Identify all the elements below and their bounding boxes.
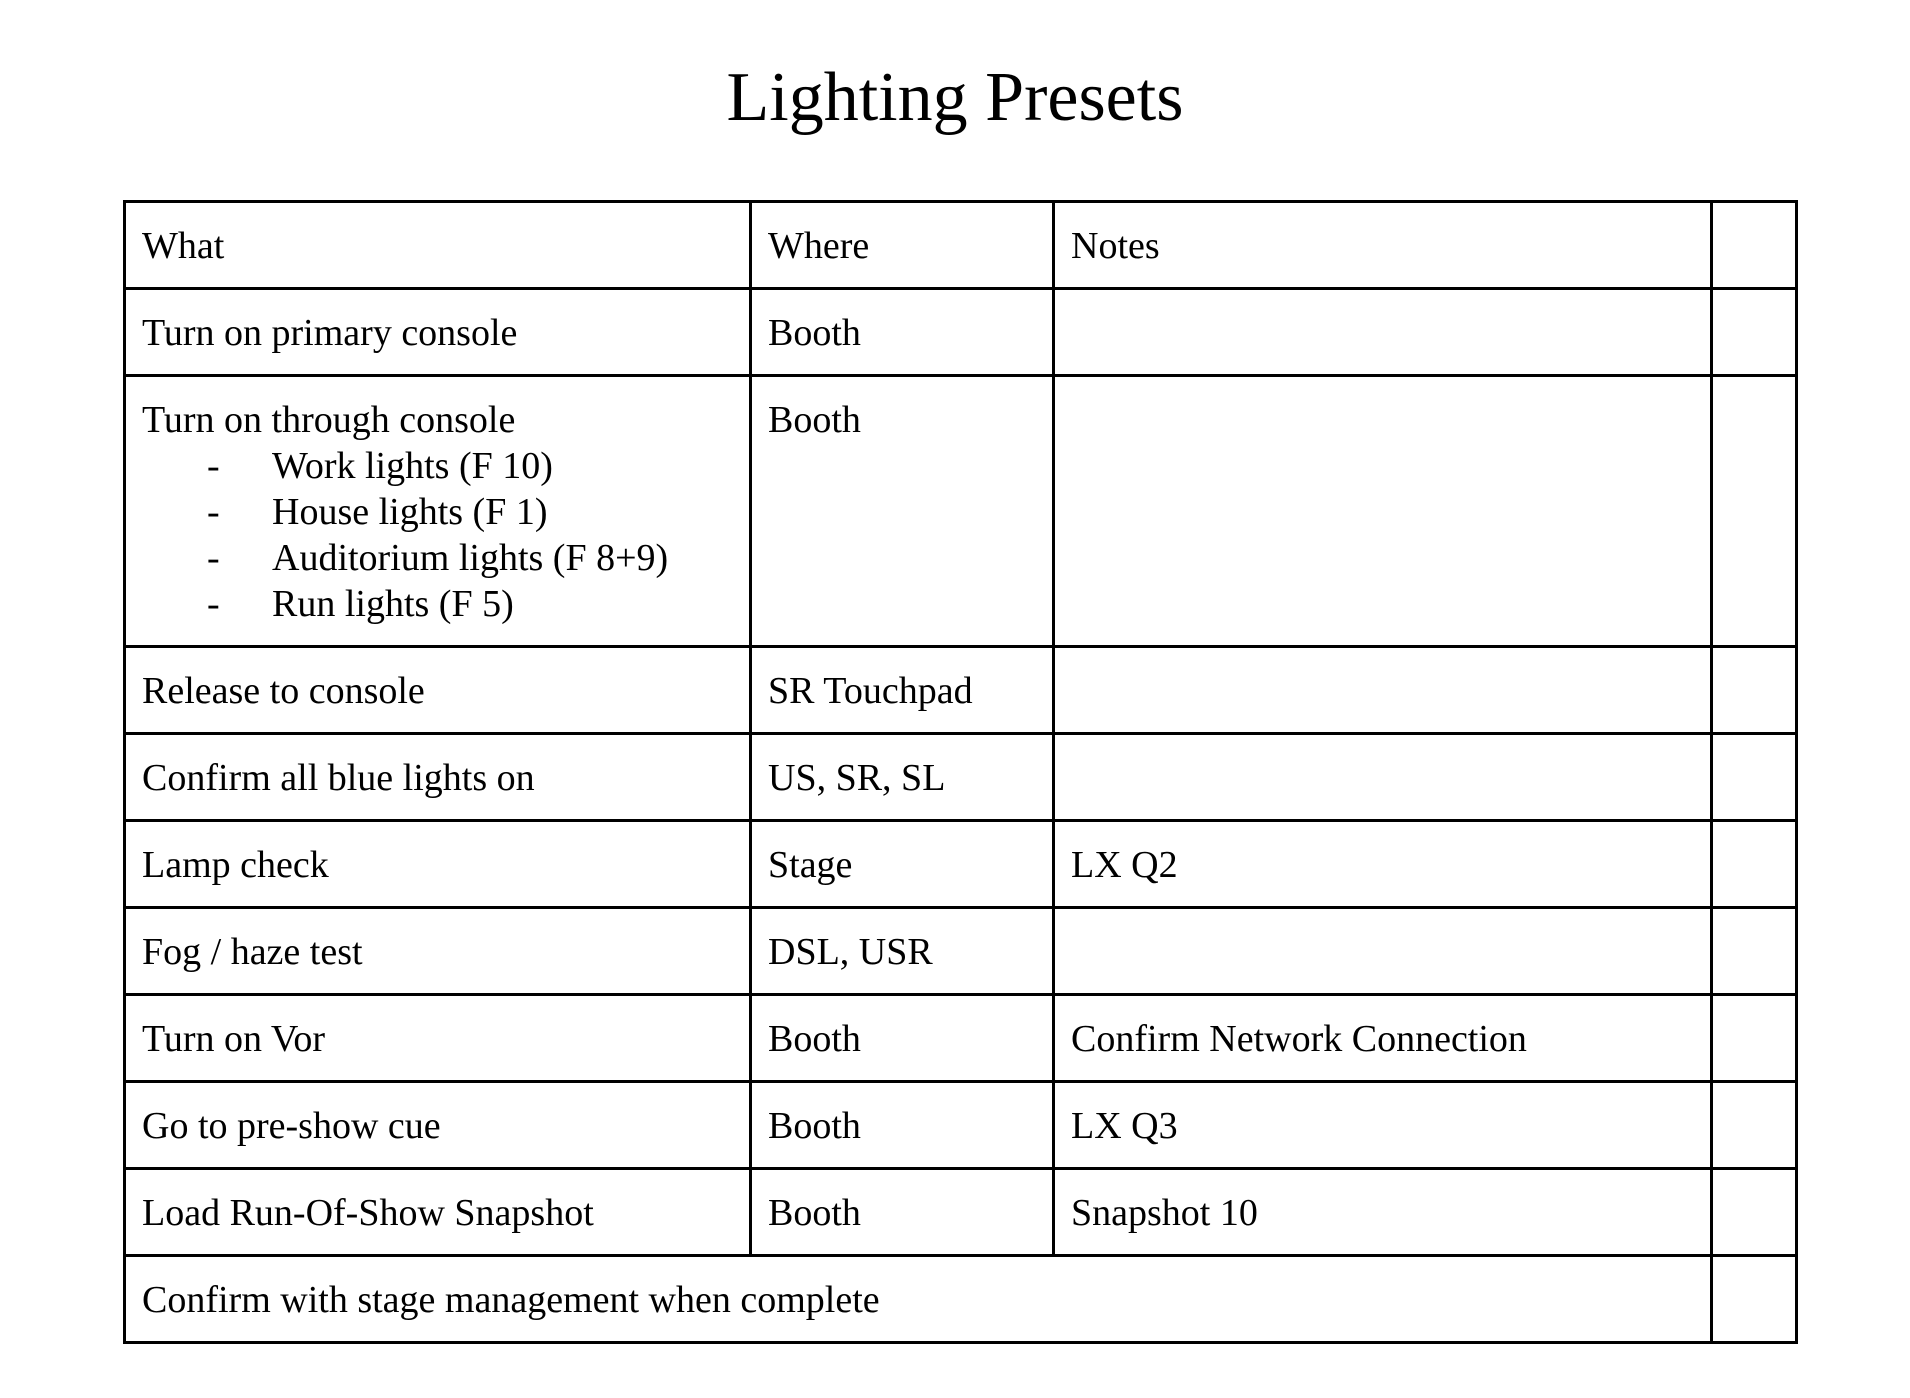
cell-where: Booth [751, 1082, 1054, 1169]
cell-check [1712, 647, 1797, 734]
cell-check [1712, 1082, 1797, 1169]
table-row [125, 995, 1797, 1082]
table-footer-row [125, 1256, 1797, 1343]
table-row [125, 647, 1797, 734]
table-header-row [125, 202, 1797, 289]
cell-what: Turn on primary console [125, 289, 751, 376]
bullet-dash: - [207, 445, 220, 487]
cell-notes [1054, 734, 1712, 821]
header-where: Where [751, 202, 1054, 289]
cell-check [1712, 289, 1797, 376]
cell-where: Booth [751, 995, 1054, 1082]
table-row [125, 1169, 1797, 1256]
cell-what: Load Run-Of-Show Snapshot [125, 1169, 751, 1256]
table-row [125, 1082, 1797, 1169]
list-item-label: Run lights (F 5) [272, 583, 514, 625]
table-row [125, 908, 1797, 995]
table-row [125, 376, 1797, 647]
bullet-dash: - [207, 537, 220, 579]
cell-notes [1054, 908, 1712, 995]
bullet-dash: - [207, 583, 220, 625]
list-item [142, 535, 733, 581]
list-item [142, 581, 733, 627]
header-check [1712, 202, 1797, 289]
cell-what: Lamp check [125, 821, 751, 908]
list-item [142, 489, 733, 535]
sub-item-list [142, 443, 733, 627]
header-what: What [125, 202, 751, 289]
cell-what [125, 376, 751, 647]
cell-where: Booth [751, 1169, 1054, 1256]
cell-what: Release to console [125, 647, 751, 734]
cell-notes [1054, 376, 1712, 647]
cell-where: DSL, USR [751, 908, 1054, 995]
cell-notes [1054, 289, 1712, 376]
cell-what: Confirm all blue lights on [125, 734, 751, 821]
cell-what: Go to pre-show cue [125, 1082, 751, 1169]
table-row [125, 821, 1797, 908]
cell-notes: Snapshot 10 [1054, 1169, 1712, 1256]
page-title: Lighting Presets [726, 59, 1184, 136]
cell-where: Booth [751, 289, 1054, 376]
cell-check [1712, 821, 1797, 908]
list-item-label: House lights (F 1) [272, 491, 548, 533]
cell-what: Fog / haze test [125, 908, 751, 995]
cell-what-text: Turn on through console [142, 399, 516, 441]
table-row [125, 289, 1797, 376]
cell-check [1712, 376, 1797, 647]
lighting-presets-table [123, 200, 1798, 1344]
cell-where: Stage [751, 821, 1054, 908]
cell-notes: LX Q3 [1054, 1082, 1712, 1169]
list-item-label: Auditorium lights (F 8+9) [272, 537, 669, 579]
cell-where: US, SR, SL [751, 734, 1054, 821]
cell-check [1712, 734, 1797, 821]
cell-check [1712, 995, 1797, 1082]
cell-notes [1054, 647, 1712, 734]
table-row [125, 734, 1797, 821]
list-item [142, 443, 733, 489]
cell-where: SR Touchpad [751, 647, 1054, 734]
cell-check [1712, 1256, 1797, 1343]
cell-what: Turn on Vor [125, 995, 751, 1082]
header-notes: Notes [1054, 202, 1712, 289]
cell-notes: LX Q2 [1054, 821, 1712, 908]
list-item-label: Work lights (F 10) [272, 445, 553, 487]
cell-check [1712, 1169, 1797, 1256]
footer-note: Confirm with stage management when complete [125, 1256, 1712, 1343]
cell-check [1712, 908, 1797, 995]
cell-where: Booth [751, 376, 1054, 647]
cell-notes: Confirm Network Connection [1054, 995, 1712, 1082]
bullet-dash: - [207, 491, 220, 533]
